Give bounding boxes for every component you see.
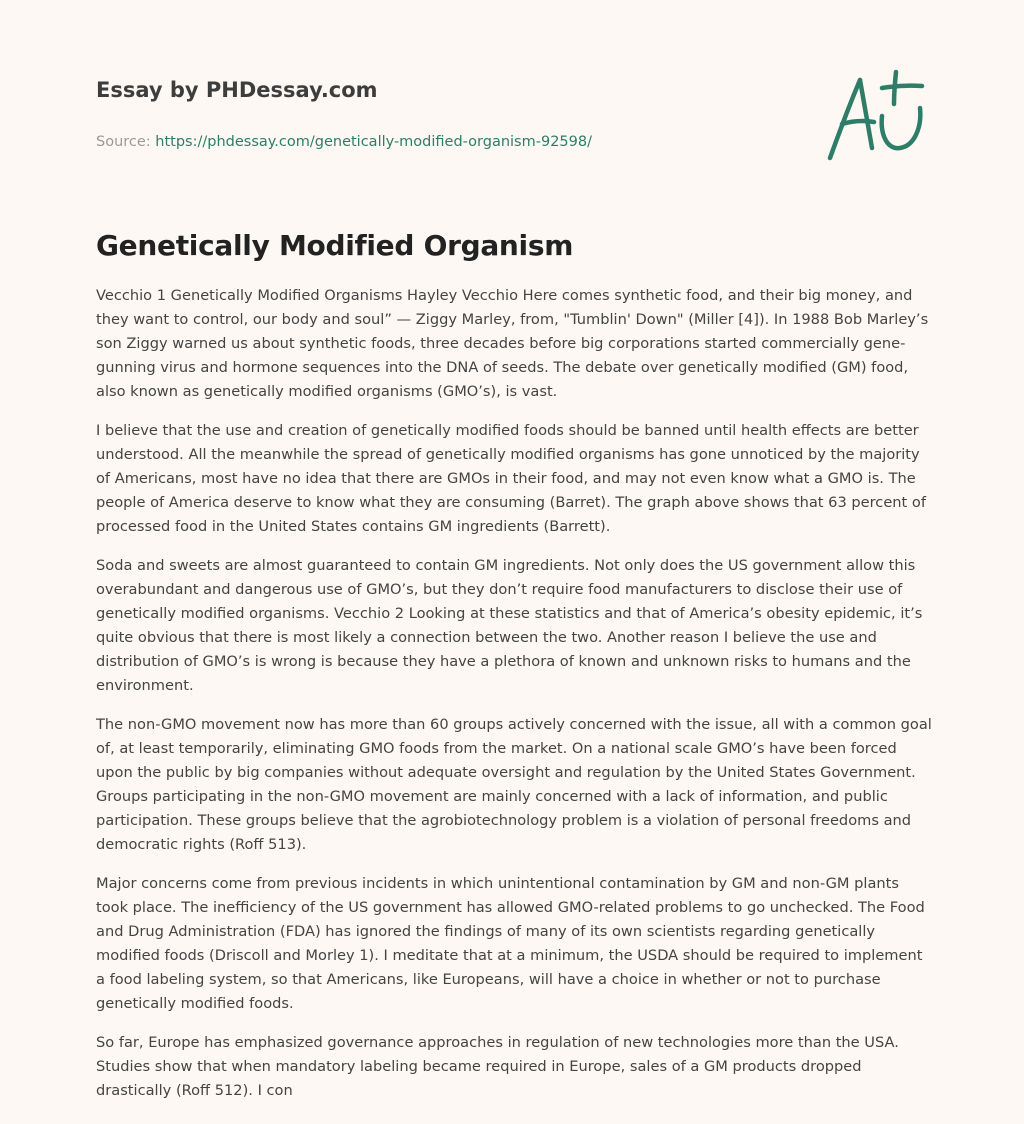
site-title: Essay by PHDessay.com	[96, 78, 378, 102]
essay-paragraph: So far, Europe has emphasized governance approaches in regulation of new technologies more than the USA. Studies show that when mandatory labeling became required in Europe, sales of a GM products dropped drastically (Roff 512). I con	[96, 1034, 899, 1099]
page-header	[96, 74, 928, 152]
a-plus-grade-icon	[822, 66, 932, 166]
essay-paragraph: The non-GMO movement now has more than 60 groups actively concerned with the issue, all with a common goal of, at least temporarily, eliminating GMO foods from the market. On a national scale GMO’s have been forced upon the public by big companies without adequate oversight and regulation by the United States Government. Groups participating in the non-GMO movement are mainly concerned with a lack of information, and public participation. These groups believe that the agrobiotechnology problem is a violation of personal freedoms and democratic rights (Roff 513).	[96, 716, 932, 853]
source-label: Source:	[96, 134, 151, 150]
source-link[interactable]: https://phdessay.com/genetically-modified-organism-92598/	[155, 134, 592, 150]
essay-paragraph: Soda and sweets are almost guaranteed to contain GM ingredients. Not only does the US government allow this overabundant and dangerous use of GMO’s, but they don’t require food manufacturers to disclose their use of genetically modified organisms. Vecchio 2 Looking at these statistics and that of America’s obesity epidemic, it’s quite obvious that there is most likely a connection between the two. Another reason I believe the use and distribution of GMO’s is wrong is because they have a plethora of known and unknown risks to humans and the environment.	[96, 557, 923, 694]
essay-paragraph: Major concerns come from previous incidents in which unintentional contamination by GM and non-GM plants took place. The inefficiency of the US government has allowed GMO-related problems to go unchecked. The Food and Drug Administration (FDA) has ignored the findings of many of its own scientists regarding genetically modified foods (Driscoll and Morley 1). I meditate that at a minimum, the USDA should be required to implement a food labeling system, so that Americans, like Europeans, will have a choice in whether or not to purchase genetically modified foods.	[96, 875, 925, 1012]
essay-paragraph: Vecchio 1 Genetically Modified Organisms Hayley Vecchio Here comes synthetic food, and their big money, and they want to control, our body and soul” — Ziggy Marley, from, "Tumblin' Down" (Miller [4]). In 1988 Bob Marley’s son Ziggy warned us about synthetic foods, three decades before big corporations started commercially gene-gunning virus and hormone sequences into the DNA of seeds. The debate over genetically modified (GM) food, also known as genetically modified organisms (GMO’s), is vast.	[96, 287, 929, 400]
essay-body	[96, 284, 932, 1118]
essay-paragraph: I believe that the use and creation of genetically modified foods should be banned until health effects are better understood. All the meanwhile the spread of genetically modified organisms has gone unnoticed by the majority of Americans, most have no idea that there are GMOs in their food, and may not even know what a GMO is. The people of America deserve to know what they are consuming (Barret). The graph above shows that 63 percent of processed food in the United States contains GM ingredients (Barrett).	[96, 422, 926, 535]
essay-title: Genetically Modified Organism	[96, 229, 574, 262]
source-line	[96, 132, 928, 152]
